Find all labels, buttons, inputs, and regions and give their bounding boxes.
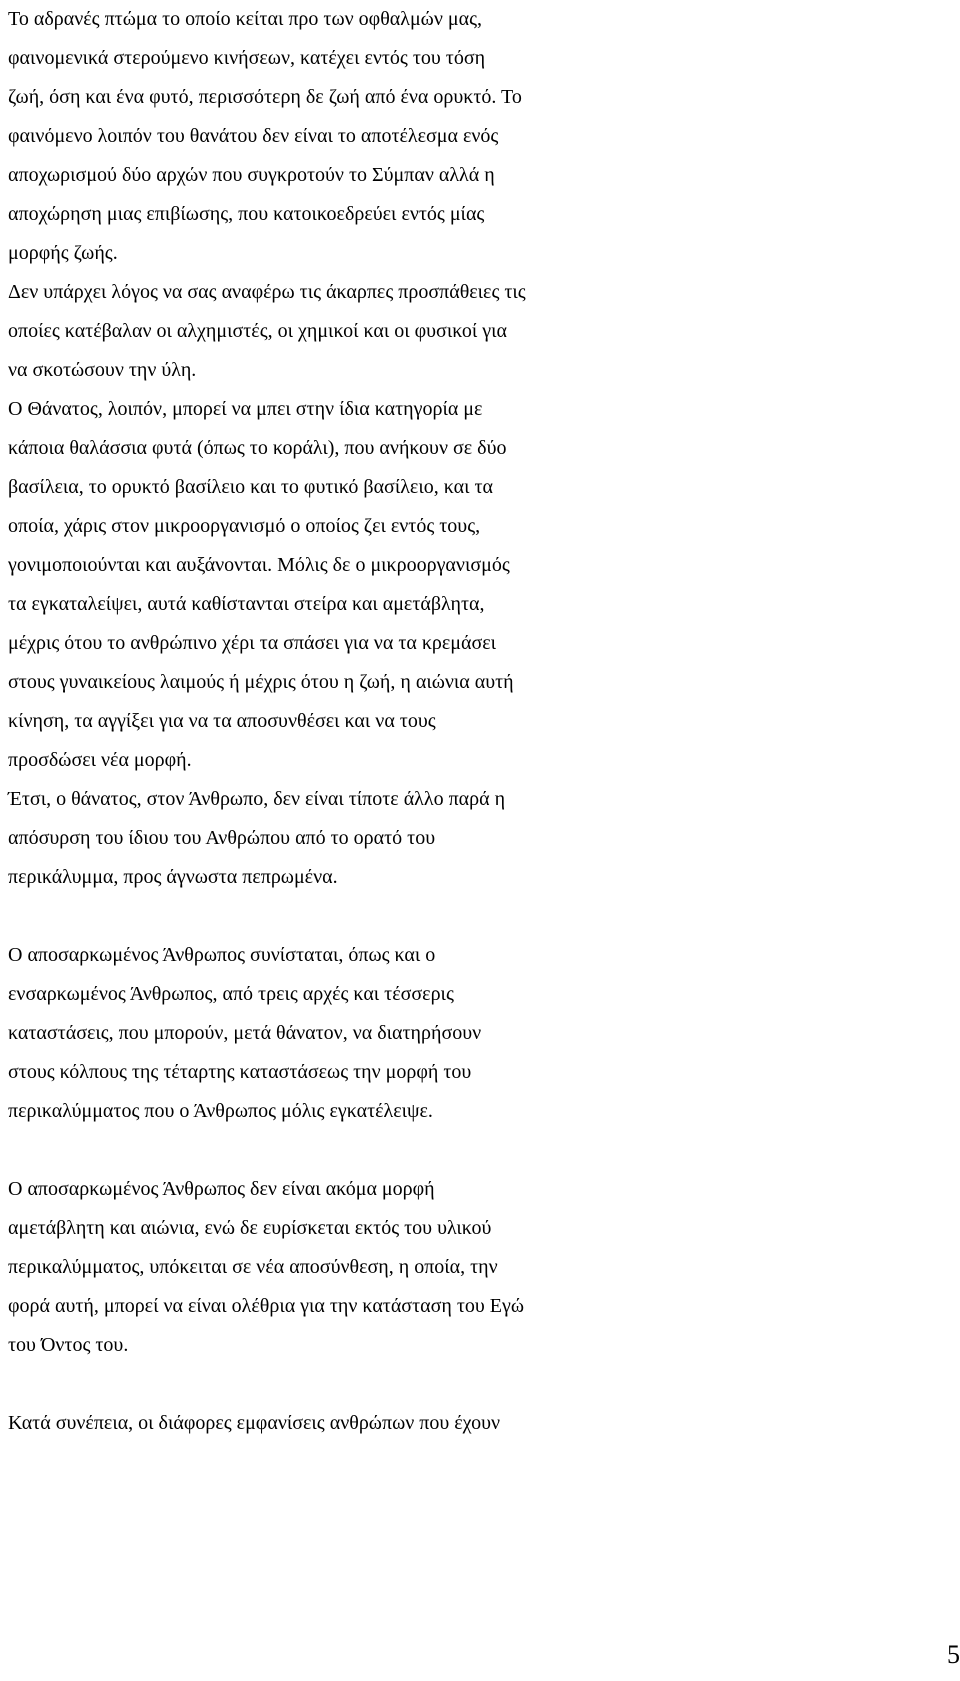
text-line: περικαλύμματος που ο Άνθρωπος μόλις εγκατέλειψε. bbox=[8, 1100, 433, 1122]
text-line: οποία, χάρις στον μικροοργανισμό ο οποίος ζει εντός τους, bbox=[8, 515, 481, 537]
text-line: κίνηση, τα αγγίξει για να τα αποσυνθέσει και να τους bbox=[8, 710, 436, 732]
text-line: Το αδρανές πτώμα το οποίο κείται προ των οφθαλμών μας, bbox=[8, 8, 483, 30]
text-line: ζωή, όση και ένα φυτό, περισσότερη δε ζωή από ένα ορυκτό. Το bbox=[8, 86, 522, 108]
text-line: Δεν υπάρχει λόγος να σας αναφέρω τις άκαρπες προσπάθειες τις bbox=[8, 281, 526, 303]
text-line: φαινομενικά στερούμενο κινήσεων, κατέχει εντός του τόση bbox=[8, 47, 486, 69]
text-line: μέχρις ότου το ανθρώπινο χέρι τα σπάσει για να τα κρεμάσει bbox=[8, 632, 497, 654]
text-line: περικαλύμματος, υπόκειται σε νέα αποσύνθεση, η οποία, την bbox=[8, 1256, 498, 1278]
text-line: στους γυναικείους λαιμούς ή μέχρις ότου η ζωή, η αιώνια αυτή bbox=[8, 671, 514, 693]
document-body bbox=[8, 0, 956, 1443]
paragraph-gap bbox=[8, 1365, 956, 1404]
text-line: ενσαρκωμένος Άνθρωπος, από τρεις αρχές και τέσσερις bbox=[8, 983, 454, 1005]
text-line: στους κόλπους της τέταρτης καταστάσεως την μορφή του bbox=[8, 1061, 472, 1083]
text-line: Ο αποσαρκωμένος Άνθρωπος συνίσταται, όπως και ο bbox=[8, 944, 436, 966]
text-line: να σκοτώσουν την ύλη. bbox=[8, 359, 197, 381]
paragraph-gap bbox=[8, 1131, 956, 1170]
text-line: κάποια θαλάσσια φυτά (όπως το κοράλι), που ανήκουν σε δύο bbox=[8, 437, 507, 459]
text-line: γονιμοποιούνται και αυξάνονται. Μόλις δε ο μικροοργανισμός bbox=[8, 554, 510, 576]
page-number: 5 bbox=[947, 1640, 960, 1669]
text-line: περικάλυμμα, προς άγνωστα πεπρωμένα. bbox=[8, 866, 338, 888]
text-line: οποίες κατέβαλαν οι αλχημιστές, οι χημικοί και οι φυσικοί για bbox=[8, 320, 507, 342]
text-line: αποχώρηση μιας επιβίωσης, που κατοικοεδρεύει εντός μίας bbox=[8, 203, 485, 225]
text-line: απόσυρση του ίδιου του Ανθρώπου από το ορατό του bbox=[8, 827, 436, 849]
text-line: Ο αποσαρκωμένος Άνθρωπος δεν είναι ακόμα μορφή bbox=[8, 1178, 435, 1200]
text-line: μορφής ζωής. bbox=[8, 242, 118, 264]
text-line: Ο Θάνατος, λοιπόν, μπορεί να μπει στην ίδια κατηγορία με bbox=[8, 398, 483, 420]
text-line: προσδώσει νέα μορφή. bbox=[8, 749, 192, 771]
text-line: καταστάσεις, που μπορούν, μετά θάνατον, να διατηρήσουν bbox=[8, 1022, 482, 1044]
text-line: του Όντος του. bbox=[8, 1334, 129, 1356]
text-line: φαινόμενο λοιπόν του θανάτου δεν είναι το αποτέλεσμα ενός bbox=[8, 125, 499, 147]
text-line: βασίλεια, το ορυκτό βασίλειο και το φυτικό βασίλειο, και τα bbox=[8, 476, 493, 498]
text-line: φορά αυτή, μπορεί να είναι ολέθρια για την κατάσταση του Εγώ bbox=[8, 1295, 525, 1317]
text-line: Κατά συνέπεια, οι διάφορες εμφανίσεις ανθρώπων που έχουν bbox=[8, 1412, 501, 1434]
text-line: αμετάβλητη και αιώνια, ενώ δε ευρίσκεται εκτός του υλικού bbox=[8, 1217, 492, 1239]
paragraph-gap bbox=[8, 897, 956, 936]
text-line: αποχωρισμού δύο αρχών που συγκροτούν το Σύμπαν αλλά η bbox=[8, 164, 495, 186]
text-line: τα εγκαταλείψει, αυτά καθίστανται στείρα και αμετάβλητα, bbox=[8, 593, 485, 615]
text-line: Έτσι, ο θάνατος, στον Άνθρωπο, δεν είναι τίποτε άλλο παρά η bbox=[8, 788, 506, 810]
